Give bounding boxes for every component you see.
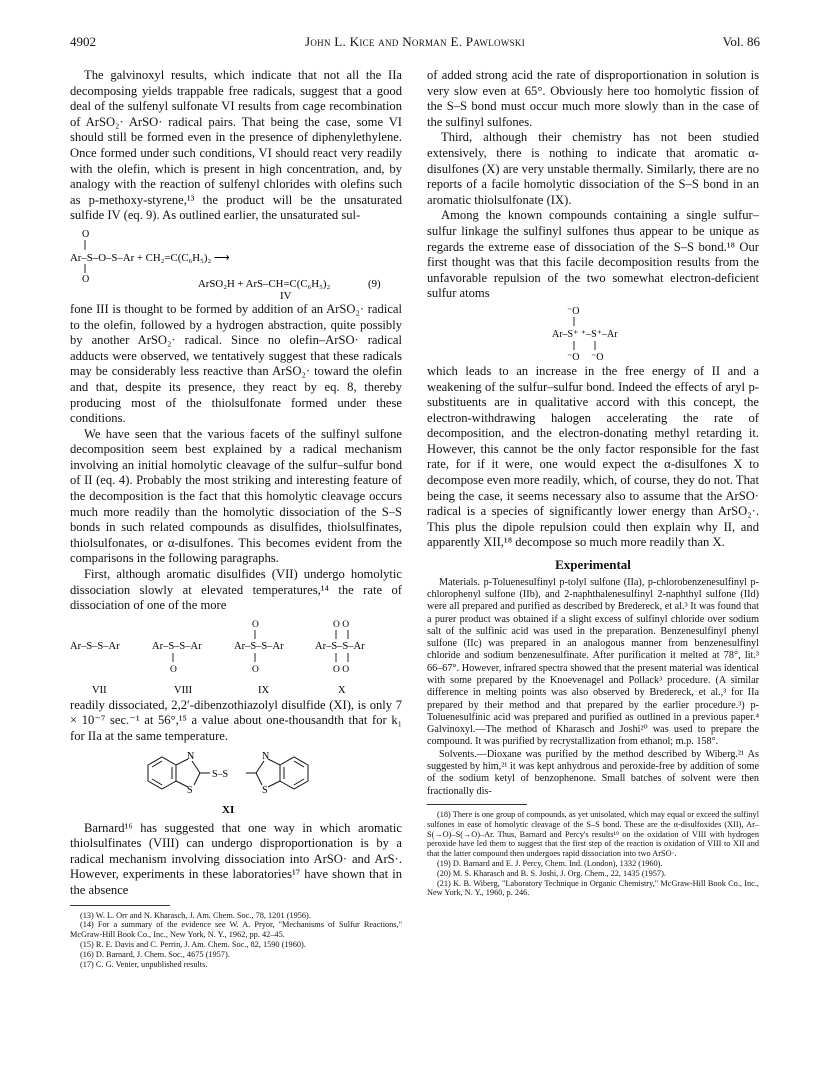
section-heading-experimental: Experimental [555, 557, 631, 573]
struct-x-formula: Ar–S–S–Ar [315, 640, 365, 652]
struct-vii-formula: Ar–S–S–Ar [70, 640, 120, 652]
footnote: (17) C. G. Venier, unpublished results. [80, 959, 208, 969]
eq9-label-iv: IV [280, 289, 292, 302]
struct-viii-label: VIII [174, 684, 193, 696]
footnote-rule [70, 905, 170, 906]
eq9-products: ArSO₂H + ArS–CH=C(C₆H₅)₂ [198, 277, 331, 290]
paragraph: The galvinoxyl results, which indicate that not all the IIa decomposing yields trappable free radicals, suggest that a good deal of the sulfenyl sulfonate VI results from cage recombination of ArSO₂· ArSO· radical pairs. That being the case, some VI should still be formed even in the presence of diphenylethylene. Once formed under such conditions, VI should react very readily with the olefin, which is present in high concentration, and, by analogy with the reaction of sulfenyl chlorides with olefins such as p-methoxy-styrene,¹³ the product will be the unsaturated sulfide IV (eq. 9). As outlined earlier, the unsaturated sul- [70, 68, 402, 223]
footnote: (14) For a summary of the evidence see W. A. Pryor, "Mechanisms of Sulfur Reactions," McGraw-Hill Book Co., Inc., New York, N. Y., 1962, pp. 42–45. [70, 920, 402, 940]
eq9-reactants: Ar–S–O–S–Ar + CH₂=C(C₆H₅)₂ ⟶ [70, 251, 230, 264]
svg-text:O: O [170, 664, 177, 675]
dipole-oxygen-bottom-2: ⁻O [591, 351, 604, 363]
paragraph: We have seen that the various facets of the sulfinyl sulfone decomposition seem best explained by a radical mechanism involving an initial homolytic cleavage of the sulfur–sulfur bond of II (eq. 4). Probably the most striking and interesting feature of the decomposition is the fact that this homolytic cleavage occurs much more readily than the homolytic dissociation of the S–S bonds in such related compounds as disulfides, thiolsulfinates, thiolsulfonates, or α-disulfones. This becomes evident from the comparisons in the following paragraphs. [70, 426, 402, 566]
footnote: (18) There is one group of compounds, as yet unisolated, which may equal or exceed the sulfinyl sulfones in ease of homolytic cleavage of the S–S bond. These are the α-disulfoxides (XII), Ar–S(→O)–S(→O)–Ar. Thus, Barnard and Percy's results¹⁹ on the oxidation of VIII with hydrogen peroxide have led them to suggest that the first step of the reaction is oxidation of VIII to XII and that the latter compound then undergoes rapid dissociation into two ArSO·. [427, 809, 759, 859]
footnote: (15) R. E. Davis and C. Perrin, J. Am. Chem. Soc., 82, 1590 (1960). [80, 939, 306, 949]
struct-x-label: X [338, 684, 346, 696]
header-authors: John L. Kice and Norman E. Pawlowski [304, 34, 525, 49]
dipole-figure [427, 302, 759, 364]
svg-text:O O: O O [333, 664, 350, 675]
structures-vii-x [70, 618, 402, 698]
struct-ix-formula: Ar–S–S–Ar [234, 640, 284, 652]
experimental-section [427, 577, 759, 798]
footnote: (19) D. Barnard and E. J. Percy, Chem. Ind. (London), 1332 (1960). [437, 858, 663, 868]
paragraph: fone III is thought to be formed by addition of an ArSO₂· radical to the olefin, followed by a hydrogen abstraction, quite possibly by another ArSO₂· radical. Since no olefin–ArSO· radical adducts were observed, we tentatively suggest that these radicals may be considerably less reactive than ArSO₂· toward the olefin and that, despite its presence, they react by eq. 8, thereby producing most of the thiolsulfonate formed under these conditions. [70, 301, 402, 426]
footnote: (20) M. S. Kharasch and B. S. Joshi, J. Org. Chem., 22, 1435 (1957). [437, 868, 666, 878]
footnotes-left [70, 911, 402, 970]
xi-figure [70, 745, 402, 821]
paragraph: which leads to an increase in the free energy of II and a weakening of the sulfur–sulfur bond. Indeed the effects of aryl p-substituents are in qualitative accord with this concept, the electron-withdrawing halogen accelerating the rate of decomposition, and the electron-donating methyl retarding it. However, this cannot be the only factor responsible for the fast rate, for if it were, one would expect the α-disulfones X to decompose even more readily, which, of course, they do not. That being the case, it seems necessary also to assume that the ArSO· radical is a species of significantly lower energy than ArSO₂·. This plus the dipole repulsion could then explain why II, and apparently XII,¹⁸ decompose so much more readily than X. [427, 363, 759, 550]
struct-viii-formula: Ar–S–S–Ar [152, 640, 202, 652]
dipole-formula: Ar–S⁺ ⁺–S⁺–Ar [552, 328, 618, 340]
paragraph: of added strong acid the rate of disproportionation in solution is very slow even at 65°. Obviously here too homolytic fission of the S–S bond must occur much more slowly than in the case of the sulfinyl sulfones. [427, 68, 759, 129]
xi-disulfide: S–S [212, 768, 229, 780]
equation-9-figure [70, 228, 402, 302]
equation-9 [70, 228, 402, 302]
xi-nitrogen-left: N [187, 750, 195, 762]
running-header [70, 34, 760, 52]
paragraph: Among the known compounds containing a single sulfur–sulfur linkage the sulfinyl sulfones thus appear to be unique as regards the extreme ease of dissociation of the S–S bond.¹⁸ Our first thought was that this facile decomposition results from the unfavorable repulsion of the two somewhat electron-deficient sulfur atoms [427, 208, 759, 301]
paragraph: Materials. p-Toluenesulfinyl p-tolyl sulfone (IIa), p-chlorobenzenesulfinyl p-chlorophenyl sulfone (IIb), and 2-naphthalenesulfinyl 2-naphthyl sulfone (IId) were all prepared and purified as described by Bredereck, et al.³ It was found that a purer product was obtained if a slight excess of sulfinyl chloride over sodium salt of the sulfinic acid was used in the preparation. Benzenesulfinyl phenyl sulfone (IIc) was prepared in an analogous manner from benzenesulfinyl chloride and sodium benzenesulfinate. After purification it melted at 78°, lit.³ 66–67°. However, infrared spectra showed that the present material was identical with some prepared by the Knoevenagel and Pollack³ procedure. (A similar difference in melting points was also observed by Bredereck, et al.,³ for IIa prepared by their method and that prepared by the earlier procedure.³) p-Toluenesulfinic acid was prepared and purified as outlined in a previous paper.⁴ Galvinoxyl.—The method of Kharasch and Joshi²⁰ was used to prepare the compound. It was purified by recrystallization from ethanol; m.p. 158°. [427, 576, 759, 748]
right-column [427, 68, 759, 898]
structures-figure [70, 618, 402, 698]
footnote: (13) W. L. Orr and N. Kharasch, J. Am. Chem. Soc., 78, 1201 (1956). [80, 910, 311, 920]
paragraph: readily dissociated, 2,2′-dibenzothiazolyl disulfide (XI), is only 7 × 10⁻⁷ sec.⁻¹ at 56°,¹⁵ a value about one-thousandth that for k₁ for IIa at the same temperature. [70, 697, 402, 743]
paragraph: Third, although their chemistry has not been studied extensively, there is nothing to indicate that aromatic α-disulfones (X) are very unstable thermally. Similarly, there are no reports of a facile homolytic dissociation of the S–S bond in an aromatic thiolsulfonate (IX). [427, 130, 759, 207]
svg-text:O O: O O [333, 619, 350, 630]
struct-vii-label: VII [92, 684, 107, 696]
xi-sulfur-right: S [262, 784, 268, 796]
svg-text:O: O [252, 664, 259, 675]
dipole-oxygen-bottom-1: ⁻O [567, 351, 580, 363]
eq9-oxygen-bottom: O [82, 273, 90, 285]
xi-label: XI [222, 803, 235, 816]
footnote: (16) D. Barnard, J. Chem. Soc., 4675 (1957). [80, 949, 230, 959]
paragraph: Solvents.—Dioxane was purified by the method described by Wiberg.²¹ As suggested by him,²¹ it was kept anhydrous and peroxide-free by addition of some of the sodium ketyl of benzophenone. Small batches of solvent were then fractionally dis- [427, 748, 759, 797]
footnotes-right [427, 810, 759, 898]
svg-text:O: O [252, 619, 259, 630]
volume-label: Vol. 86 [722, 34, 760, 49]
paragraph: Barnard¹⁶ has suggested that one way in which aromatic thiolsulfinates (VIII) can undergo disproportionation is by a radical mechanism involving dissociation into ArSO· and ArS·. However, experiments in these laboratories¹⁷ have shown that in the absence [70, 820, 402, 897]
structure-xi [70, 745, 402, 821]
left-column [70, 68, 402, 969]
footnote: (21) K. B. Wiberg, "Laboratory Technique in Organic Chemistry," McGraw-Hill Book Co., Inc., New York, N. Y., 1960, p. 246. [427, 878, 759, 898]
xi-sulfur-left: S [187, 784, 193, 796]
dipole-oxygen-top: ⁻O [567, 305, 580, 317]
struct-ix-label: IX [258, 684, 270, 696]
page-number: 4902 [70, 34, 96, 49]
footnote-rule [427, 804, 527, 805]
eq9-number: (9) [368, 277, 381, 290]
dipole-structure [427, 302, 759, 364]
paragraph: First, although aromatic disulfides (VII) undergo homolytic dissociation slowly at elevated temperatures,¹⁴ the rate of dissociation of one of the more [70, 567, 402, 613]
eq9-oxygen-top: O [82, 228, 90, 240]
xi-nitrogen-right: N [262, 750, 270, 762]
